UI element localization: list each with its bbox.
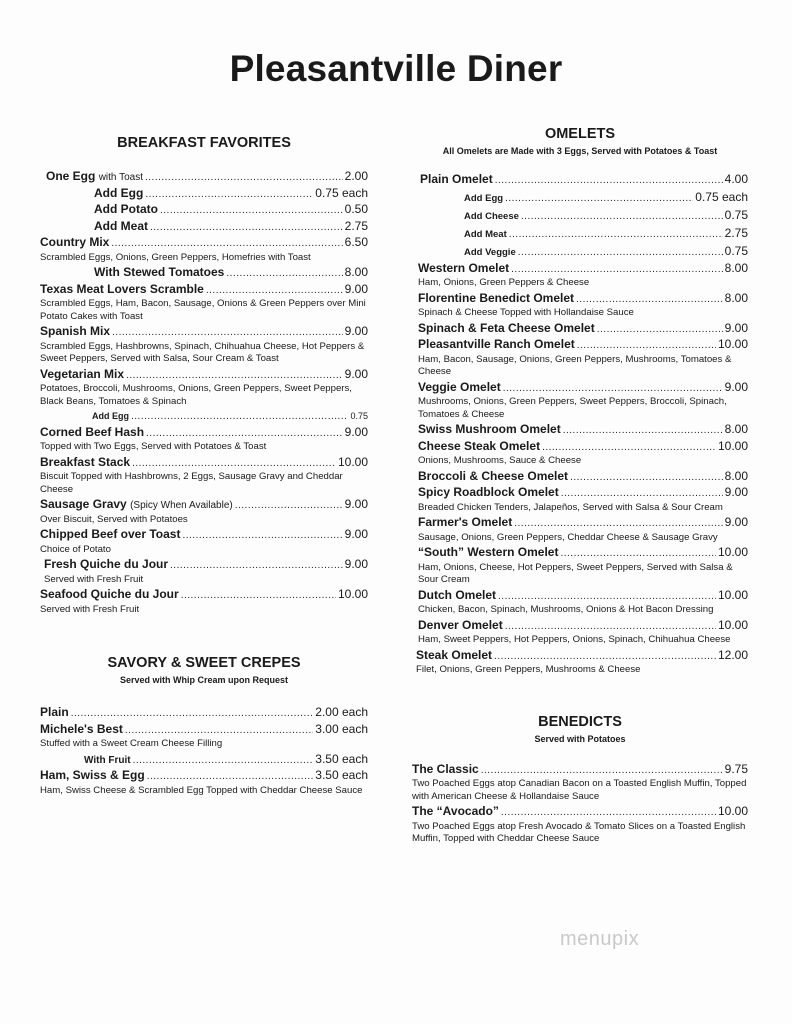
- item-name: The Classic: [412, 761, 479, 776]
- item-name: Swiss Mushroom Omelet: [418, 422, 561, 436]
- item-price: 10.00: [337, 587, 368, 601]
- item-price: 6.50: [344, 235, 368, 249]
- menu-item: [412, 515, 748, 544]
- item-price: 12.00: [717, 647, 748, 662]
- menu-item: [412, 588, 748, 617]
- menu-item: [412, 762, 748, 804]
- benedicts-title: BENEDICTS: [538, 713, 622, 730]
- menu-item: [40, 235, 368, 264]
- menu-item: [40, 425, 368, 454]
- menu-item: [412, 261, 748, 290]
- item-name: Chipped Beef over Toast: [40, 527, 181, 541]
- item-note: with Toast: [98, 172, 143, 183]
- item-name: Breakfast Stack: [40, 454, 131, 469]
- menu-item: [412, 172, 748, 189]
- item-name: Cheese Steak Omelet: [418, 438, 541, 453]
- menu-item: [412, 321, 748, 338]
- item-price: 10.00: [717, 545, 748, 559]
- menu-item: [412, 243, 748, 261]
- item-description: Filet, Onions, Green Peppers, Mushrooms & Cheese: [416, 664, 641, 675]
- item-name: Add Egg: [464, 192, 504, 204]
- menu-item: [40, 587, 368, 616]
- menupix-watermark: menupix: [560, 928, 640, 950]
- item-price: 9.00: [344, 324, 368, 338]
- item-price: 8.00: [724, 468, 748, 483]
- item-description: Ham, Bacon, Sausage, Onions, Green Peppers, Mushrooms, Tomatoes & Cheese: [418, 353, 732, 377]
- item-description: Two Poached Eggs atop Canadian Bacon on a Toasted English Muffin, Topped with American Cheese & Hollandaise Sauce: [412, 778, 747, 802]
- item-name: “South” Western Omelet: [418, 545, 559, 559]
- menu-item: [412, 648, 748, 677]
- item-description: Served with Fresh Fruit: [44, 573, 144, 585]
- menu-item: [40, 367, 368, 409]
- item-price: 0.75: [350, 411, 368, 421]
- item-name: Dutch Omelet: [418, 587, 497, 602]
- item-name: The “Avocado”: [412, 804, 499, 818]
- item-name: Corned Beef Hash: [40, 424, 145, 439]
- menu-item: [40, 768, 368, 797]
- item-name: Add Potato: [94, 202, 158, 216]
- menu-item: [40, 169, 368, 186]
- menu-item: [40, 202, 368, 219]
- menu-item: [40, 527, 368, 556]
- crepes-subtitle: Served with Whip Cream upon Request: [119, 675, 289, 685]
- item-note: (Spicy When Available): [130, 500, 233, 511]
- item-description: Ham, Onions, Cheese, Hot Peppers, Sweet Peppers, Served with Salsa & Sour Cream: [418, 561, 733, 585]
- item-price: 9.00: [344, 497, 368, 511]
- item-name: Broccoli & Cheese Omelet: [418, 468, 569, 483]
- item-name: With Stewed Tomatoes: [94, 265, 225, 279]
- item-name: Pleasantville Ranch Omelet: [418, 337, 575, 351]
- benedicts-subtitle: Served with Potatoes: [534, 733, 626, 744]
- menu-item: [412, 485, 748, 514]
- item-description: Stuffed with a Sweet Cream Cheese Filling: [40, 738, 223, 749]
- item-description: Topped with Two Eggs, Served with Potatoes & Toast: [40, 441, 267, 452]
- item-price: 8.00: [724, 422, 748, 436]
- item-price: 0.75: [724, 207, 748, 222]
- item-name: Plain Omelet: [420, 172, 493, 186]
- left-column: [40, 133, 368, 798]
- menu-item: [40, 722, 368, 751]
- item-description: Choice of Potato: [40, 543, 111, 555]
- item-price: 9.75: [724, 761, 748, 776]
- item-name: Ham, Swiss & Egg: [40, 768, 145, 782]
- item-price: 0.75: [724, 243, 748, 258]
- item-price: 9.00: [344, 424, 368, 439]
- omelets-subtitle: All Omelets are Made with 3 Eggs, Served with Potatoes & Toast: [442, 146, 718, 156]
- item-description: Sausage, Onions, Green Peppers, Cheddar Cheese & Sausage Gravy: [418, 531, 718, 543]
- item-name: Michele's Best: [40, 721, 123, 736]
- page-title: Pleasantville Diner: [229, 48, 563, 89]
- item-price: 9.00: [724, 515, 748, 529]
- item-name: Vegetarian Mix: [40, 366, 125, 381]
- menu-item: [412, 545, 748, 587]
- item-price: 4.00: [724, 172, 748, 186]
- menu-item: [412, 291, 748, 320]
- item-price: 9.00: [344, 557, 368, 571]
- item-name: Add Meat: [464, 228, 507, 240]
- menu-item: [40, 705, 368, 722]
- menu-item: [40, 497, 368, 526]
- menu-item: [412, 225, 748, 243]
- crepes-title: SAVORY & SWEET CREPES: [107, 655, 301, 671]
- item-price: 3.50 each: [315, 768, 368, 782]
- omelets-title: OMELETS: [544, 126, 616, 142]
- item-price: 8.00: [344, 265, 368, 279]
- right-column: [412, 124, 748, 847]
- item-price: 8.00: [724, 260, 748, 275]
- item-price: 0.75 each: [315, 185, 368, 200]
- item-description: Mushrooms, Onions, Green Peppers, Sweet Peppers, Broccoli, Spinach, Tomatoes & Cheese: [418, 396, 727, 420]
- item-name: Spinach & Feta Cheese Omelet: [418, 320, 595, 335]
- item-price: 3.00 each: [315, 721, 368, 736]
- item-name: Plain: [40, 705, 69, 719]
- item-name: Texas Meat Lovers Scramble: [40, 281, 204, 296]
- menu-item: [40, 282, 368, 324]
- item-description: Over Biscuit, Served with Potatoes: [40, 513, 188, 525]
- menu-item: [40, 557, 368, 586]
- item-price: 9.00: [344, 527, 368, 541]
- item-price: 0.50: [344, 202, 368, 216]
- item-name: Seafood Quiche du Jour: [40, 587, 179, 601]
- item-description: Two Poached Eggs atop Fresh Avocado & Tomato Slices on a Toasted English Muffin, Topped with Cheddar Cheese Sauce: [412, 820, 746, 844]
- menu-item: [40, 409, 368, 425]
- item-price: 10.00: [717, 617, 748, 632]
- item-price: 2.00: [344, 169, 368, 183]
- item-name: Western Omelet: [418, 260, 510, 275]
- item-name: Fresh Quiche du Jour: [44, 557, 169, 571]
- item-name: One Egg: [46, 169, 96, 183]
- item-description: Ham, Onions, Green Peppers & Cheese: [418, 277, 590, 288]
- item-description: Breaded Chicken Tenders, Jalapeños, Served with Salsa & Sour Cream: [418, 501, 723, 513]
- item-description: Onions, Mushrooms, Sauce & Cheese: [418, 455, 582, 466]
- item-description: Served with Fresh Fruit: [40, 603, 140, 615]
- menu-item: [40, 219, 368, 236]
- menu-item: [412, 469, 748, 486]
- item-price: 9.00: [344, 366, 368, 381]
- item-name: Veggie Omelet: [418, 379, 501, 394]
- menu-item: [412, 422, 748, 439]
- menu-item: [40, 455, 368, 497]
- item-price: 10.00: [717, 438, 748, 453]
- item-price: 9.00: [724, 320, 748, 335]
- item-price: 10.00: [717, 337, 748, 351]
- item-name: Add Veggie: [464, 246, 516, 258]
- item-description: Scrambled Eggs, Hashbrowns, Spinach, Chihuahua Cheese, Hot Peppers & Sweet Peppers, Served with Salsa, Sour Cream & Toast: [40, 340, 365, 364]
- item-price: 9.00: [724, 379, 748, 394]
- item-description: Spinach & Cheese Topped with Hollandaise Sauce: [418, 307, 634, 318]
- item-name: Denver Omelet: [418, 617, 503, 632]
- item-price: 10.00: [337, 454, 368, 469]
- item-name: Add Cheese: [464, 210, 519, 222]
- item-name: Florentine Benedict Omelet: [418, 290, 575, 305]
- menu-item: [412, 189, 748, 207]
- menu-item: [40, 752, 368, 769]
- item-description: Chicken, Bacon, Spinach, Mushrooms, Onions & Hot Bacon Dressing: [418, 604, 714, 615]
- item-price: 10.00: [717, 804, 748, 818]
- item-name: Farmer's Omelet: [418, 515, 513, 529]
- item-price: 2.75: [724, 225, 748, 240]
- item-name: With Fruit: [84, 754, 131, 766]
- item-price: 8.00: [724, 290, 748, 305]
- item-price: 10.00: [717, 587, 748, 602]
- item-description: Scrambled Eggs, Ham, Bacon, Sausage, Onions & Green Peppers over Mini Potato Cakes with Toast: [40, 298, 366, 322]
- item-name: Add Meat: [94, 218, 148, 233]
- item-description: Potatoes, Broccoli, Mushrooms, Onions, Green Peppers, Sweet Peppers, Black Beans, Tomatoes & Spinach: [40, 383, 352, 407]
- menu-item: [412, 618, 748, 647]
- breakfast-title: BREAKFAST FAVORITES: [117, 135, 291, 151]
- menu-item: [412, 439, 748, 468]
- item-description: Scrambled Eggs, Onions, Green Peppers, Homefries with Toast: [40, 251, 311, 263]
- item-description: Ham, Swiss Cheese & Scrambled Egg Topped with Cheddar Cheese Sauce: [40, 784, 363, 796]
- item-name: Spicy Roadblock Omelet: [418, 485, 559, 499]
- item-price: 9.00: [724, 485, 748, 499]
- item-name: Country Mix: [40, 235, 110, 249]
- menu-item: [40, 186, 368, 203]
- item-price: 9.00: [344, 281, 368, 296]
- menu-item: [40, 265, 368, 282]
- item-price: 0.75 each: [695, 189, 748, 204]
- item-name: Steak Omelet: [416, 647, 493, 662]
- item-name: Add Egg: [92, 411, 129, 421]
- item-price: 2.00 each: [315, 705, 368, 719]
- item-price: 3.50 each: [315, 751, 368, 766]
- item-name: Add Egg: [94, 185, 144, 200]
- item-price: 2.75: [344, 218, 368, 233]
- menu-item: [412, 380, 748, 422]
- menu-item: [40, 324, 368, 366]
- item-name: Spanish Mix: [40, 324, 111, 338]
- item-description: Biscuit Topped with Hashbrowns, 2 Eggs, Sausage Gravy and Cheddar Cheese: [40, 471, 343, 495]
- item-description: Ham, Sweet Peppers, Hot Peppers, Onions, Spinach, Chihuahua Cheese: [418, 634, 731, 645]
- menu-item: [412, 207, 748, 225]
- menu-item: [412, 337, 748, 379]
- item-name: Sausage Gravy: [40, 497, 127, 511]
- menu-item: [412, 804, 748, 846]
